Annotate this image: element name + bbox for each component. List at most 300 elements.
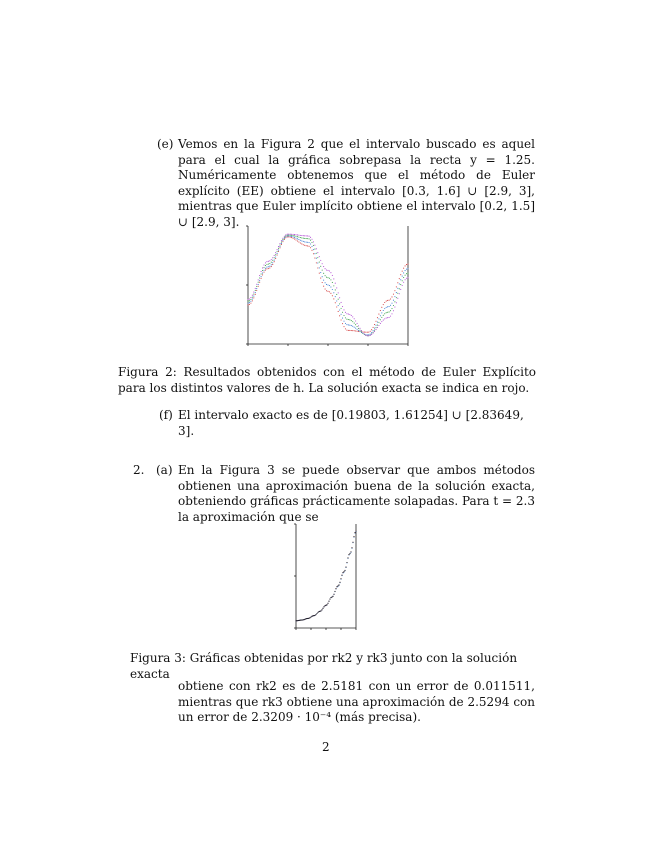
- data-point: [307, 242, 308, 243]
- data-point: [320, 266, 321, 267]
- data-point: [332, 596, 333, 597]
- data-point: [400, 279, 401, 280]
- data-point: [298, 242, 299, 243]
- data-point: [310, 617, 311, 618]
- data-point: [393, 310, 394, 311]
- data-point: [297, 620, 298, 621]
- data-point: [322, 608, 323, 609]
- data-point: [326, 277, 327, 278]
- data-point: [389, 306, 390, 307]
- data-point: [403, 282, 404, 283]
- data-point: [303, 241, 304, 242]
- data-point: [274, 257, 275, 258]
- data-point: [380, 319, 381, 320]
- data-point: [262, 267, 263, 268]
- item-2-number: 2.: [133, 463, 145, 477]
- data-point: [400, 284, 401, 285]
- data-point: [250, 303, 251, 304]
- data-point: [341, 302, 342, 303]
- data-point: [327, 270, 328, 271]
- data-point: [346, 562, 347, 563]
- data-point: [252, 295, 253, 296]
- data-point: [386, 307, 387, 308]
- item-e-text: Vemos en la Figura 2 que el intervalo buscado es aquel para el cual la gráfica sobrepasa la recta y = 1.25. Numéricamente obtenemos que el método de Euler explícito (EE) obtiene el intervalo [0.3, 1.6] ∪ [2.9, 3], mientras que Euler implícito obtiene el intervalo [0.2, 1.5] ∪ [2.9, 3].: [178, 137, 535, 229]
- data-point: [313, 249, 314, 250]
- data-point: [342, 323, 343, 324]
- data-point: [405, 279, 406, 280]
- data-point: [268, 266, 269, 267]
- data-point: [335, 588, 336, 589]
- data-point: [361, 331, 362, 332]
- data-point: [314, 249, 315, 250]
- data-point: [322, 270, 323, 271]
- data-point: [338, 299, 339, 300]
- data-point: [341, 314, 342, 315]
- data-point: [390, 316, 391, 317]
- data-point: [364, 332, 365, 333]
- data-point: [336, 300, 337, 301]
- data-point: [277, 251, 278, 252]
- data-point: [295, 238, 296, 239]
- data-point: [365, 332, 366, 333]
- data-point: [300, 235, 301, 236]
- data-point: [274, 261, 275, 262]
- data-point: [354, 532, 355, 533]
- data-point: [313, 615, 314, 616]
- data-point: [320, 260, 321, 261]
- data-point: [284, 239, 285, 240]
- data-point: [271, 264, 272, 265]
- data-point: [345, 567, 346, 568]
- data-point: [374, 331, 375, 332]
- data-point: [330, 293, 331, 294]
- data-point: [275, 252, 276, 253]
- data-point: [339, 297, 340, 298]
- data-point: [397, 288, 398, 289]
- item-2a-text: En la Figura 3 se puede observar que ambos métodos obtienen una aproximación buena de la solución exacta, obteniendo gráficas prácticamente solapadas. Para t = 2.3 la aproximación que se: [178, 463, 535, 524]
- data-point: [327, 284, 328, 285]
- data-point: [397, 293, 398, 294]
- data-point: [390, 310, 391, 311]
- data-point: [294, 235, 295, 236]
- data-point: [265, 268, 266, 269]
- data-point: [338, 584, 339, 585]
- data-point: [316, 248, 317, 249]
- data-point: [300, 240, 301, 241]
- data-point: [343, 309, 344, 310]
- axes: [296, 524, 356, 628]
- data-point: [247, 303, 248, 304]
- data-point: [346, 330, 347, 331]
- data-point: [265, 270, 266, 271]
- data-point: [277, 254, 278, 255]
- data-point: [285, 236, 286, 237]
- data-point: [282, 238, 283, 239]
- data-point: [325, 288, 326, 289]
- data-point: [291, 235, 292, 236]
- data-point: [332, 295, 333, 296]
- data-point: [282, 240, 283, 241]
- data-point: [278, 251, 279, 252]
- data-point: [339, 315, 340, 316]
- data-point: [327, 603, 328, 604]
- data-point: [281, 243, 282, 244]
- data-point: [313, 253, 314, 254]
- data-point: [298, 237, 299, 238]
- data-point: [302, 619, 303, 620]
- data-point: [340, 578, 341, 579]
- data-point: [258, 279, 259, 280]
- data-point: [252, 299, 253, 300]
- data-point: [407, 264, 408, 265]
- data-point: [359, 331, 360, 332]
- data-point: [272, 260, 273, 261]
- data-point: [271, 266, 272, 267]
- data-point: [333, 594, 334, 595]
- data-point: [394, 290, 395, 291]
- data-point: [351, 325, 352, 326]
- data-point: [271, 262, 272, 263]
- data-point: [405, 270, 406, 271]
- data-point: [281, 240, 282, 241]
- data-point: [321, 609, 322, 610]
- data-point: [329, 599, 330, 600]
- data-point: [352, 330, 353, 331]
- data-point: [301, 243, 302, 244]
- data-point: [345, 312, 346, 313]
- data-point: [316, 613, 317, 614]
- data-point: [391, 296, 392, 297]
- data-point: [402, 285, 403, 286]
- series-rk2: [295, 531, 356, 621]
- data-point: [323, 273, 324, 274]
- data-point: [297, 236, 298, 237]
- data-point: [329, 278, 330, 279]
- data-point: [263, 270, 264, 271]
- data-point: [285, 237, 286, 238]
- data-point: [339, 303, 340, 304]
- item-2a-label: (a): [156, 463, 173, 477]
- data-point: [355, 328, 356, 329]
- data-point: [263, 267, 264, 268]
- data-point: [399, 288, 400, 289]
- data-point: [370, 334, 371, 335]
- data-point: [396, 297, 397, 298]
- data-point: [311, 250, 312, 251]
- data-point: [375, 325, 376, 326]
- data-point: [391, 303, 392, 304]
- data-point: [300, 243, 301, 244]
- data-point: [405, 275, 406, 276]
- data-point: [359, 328, 360, 329]
- data-point: [319, 267, 320, 268]
- data-point: [383, 310, 384, 311]
- data-point: [252, 300, 253, 301]
- data-point: [345, 317, 346, 318]
- data-point: [258, 286, 259, 287]
- data-point: [354, 323, 355, 324]
- data-point: [320, 610, 321, 611]
- data-point: [271, 259, 272, 260]
- data-point: [279, 243, 280, 244]
- data-point: [394, 306, 395, 307]
- data-point: [377, 322, 378, 323]
- data-point: [300, 237, 301, 238]
- data-point: [375, 321, 376, 322]
- data-point: [330, 597, 331, 598]
- data-point: [247, 299, 248, 300]
- data-point: [393, 300, 394, 301]
- data-point: [278, 248, 279, 249]
- data-point: [336, 586, 337, 587]
- data-point: [317, 612, 318, 613]
- data-point: [301, 237, 302, 238]
- data-point: [322, 282, 323, 283]
- data-point: [265, 262, 266, 263]
- data-point: [250, 297, 251, 298]
- data-point: [281, 244, 282, 245]
- data-point: [337, 585, 338, 586]
- data-point: [309, 617, 310, 618]
- data-point: [290, 236, 291, 237]
- data-point: [387, 312, 388, 313]
- data-point: [389, 311, 390, 312]
- data-point: [373, 330, 374, 331]
- data-point: [358, 330, 359, 331]
- data-point: [351, 320, 352, 321]
- data-point: [323, 266, 324, 267]
- data-point: [310, 237, 311, 238]
- data-point: [319, 256, 320, 257]
- data-point: [288, 234, 289, 235]
- data-point: [249, 302, 250, 303]
- data-point: [313, 245, 314, 246]
- data-point: [319, 262, 320, 263]
- data-point: [309, 242, 310, 243]
- data-point: [359, 330, 360, 331]
- data-point: [342, 312, 343, 313]
- data-point: [378, 325, 379, 326]
- data-point: [351, 315, 352, 316]
- data-point: [346, 324, 347, 325]
- data-point: [274, 255, 275, 256]
- data-point: [265, 265, 266, 266]
- data-point: [310, 247, 311, 248]
- data-point: [390, 298, 391, 299]
- data-point: [263, 264, 264, 265]
- data-point: [295, 239, 296, 240]
- data-point: [380, 310, 381, 311]
- data-point: [311, 242, 312, 243]
- data-point: [250, 301, 251, 302]
- data-point: [279, 245, 280, 246]
- data-point: [307, 235, 308, 236]
- data-point: [384, 308, 385, 309]
- data-point: [314, 615, 315, 616]
- data-point: [326, 290, 327, 291]
- data-point: [329, 291, 330, 292]
- data-point: [249, 304, 250, 305]
- data-point: [306, 235, 307, 236]
- data-point: [253, 292, 254, 293]
- data-point: [277, 253, 278, 254]
- data-point: [381, 307, 382, 308]
- data-point: [295, 236, 296, 237]
- data-point: [272, 262, 273, 263]
- data-point: [255, 294, 256, 295]
- data-point: [348, 314, 349, 315]
- data-point: [266, 261, 267, 262]
- data-point: [349, 314, 350, 315]
- data-point: [256, 290, 257, 291]
- figure-2-caption: Figura 2: Resultados obtenidos con el método de Euler Explícito para los distintos valores de h. La solución exacta se indica en rojo.: [118, 365, 536, 395]
- data-point: [361, 330, 362, 331]
- data-point: [304, 238, 305, 239]
- data-point: [262, 273, 263, 274]
- data-point: [332, 289, 333, 290]
- data-point: [354, 330, 355, 331]
- data-point: [287, 234, 288, 235]
- series-rk3: [295, 531, 356, 622]
- data-point: [364, 334, 365, 335]
- data-point: [285, 235, 286, 236]
- data-point: [334, 591, 335, 592]
- data-point: [285, 234, 286, 235]
- data-point: [406, 264, 407, 265]
- data-point: [290, 235, 291, 236]
- data-point: [306, 238, 307, 239]
- data-point: [323, 280, 324, 281]
- data-point: [318, 611, 319, 612]
- data-point: [355, 531, 356, 532]
- data-point: [256, 284, 257, 285]
- data-point: [380, 315, 381, 316]
- data-point: [353, 536, 354, 537]
- data-point: [293, 234, 294, 235]
- data-point: [354, 327, 355, 328]
- data-point: [380, 323, 381, 324]
- data-point: [335, 283, 336, 284]
- data-point: [278, 246, 279, 247]
- data-point: [391, 308, 392, 309]
- data-point: [406, 269, 407, 270]
- data-point: [393, 305, 394, 306]
- data-point: [249, 300, 250, 301]
- data-point: [381, 312, 382, 313]
- data-point: [313, 241, 314, 242]
- data-point: [319, 611, 320, 612]
- data-point: [294, 234, 295, 235]
- data-point: [300, 620, 301, 621]
- data-point: [303, 235, 304, 236]
- data-point: [406, 278, 407, 279]
- data-point: [308, 618, 309, 619]
- data-point: [344, 570, 345, 571]
- data-point: [341, 575, 342, 576]
- data-point: [249, 298, 250, 299]
- data-point: [329, 270, 330, 271]
- data-point: [269, 267, 270, 268]
- data-point: [335, 296, 336, 297]
- data-point: [358, 325, 359, 326]
- data-point: [259, 282, 260, 283]
- data-point: [317, 267, 318, 268]
- data-point: [312, 615, 313, 616]
- data-point: [275, 254, 276, 255]
- data-point: [298, 235, 299, 236]
- data-point: [362, 332, 363, 333]
- data-point: [383, 320, 384, 321]
- data-point: [326, 269, 327, 270]
- data-point: [389, 317, 390, 318]
- data-point: [378, 322, 379, 323]
- data-point: [311, 246, 312, 247]
- data-point: [378, 314, 379, 315]
- data-point: [400, 289, 401, 290]
- data-point: [396, 292, 397, 293]
- data-point: [316, 253, 317, 254]
- data-point: [262, 270, 263, 271]
- data-point: [336, 306, 337, 307]
- data-point: [384, 318, 385, 319]
- data-point: [383, 315, 384, 316]
- data-point: [290, 237, 291, 238]
- data-point: [352, 542, 353, 543]
- data-point: [394, 301, 395, 302]
- data-point: [348, 554, 349, 555]
- data-point: [261, 273, 262, 274]
- data-point: [305, 618, 306, 619]
- data-point: [275, 256, 276, 257]
- data-point: [389, 300, 390, 301]
- data-point: [403, 268, 404, 269]
- data-point: [367, 332, 368, 333]
- data-point: [320, 272, 321, 273]
- data-point: [311, 239, 312, 240]
- data-point: [295, 620, 296, 621]
- data-point: [320, 278, 321, 279]
- data-point: [331, 596, 332, 597]
- data-point: [324, 605, 325, 606]
- data-point: [290, 234, 291, 235]
- data-point: [299, 620, 300, 621]
- data-point: [394, 296, 395, 297]
- data-point: [373, 327, 374, 328]
- data-point: [304, 619, 305, 620]
- data-point: [332, 282, 333, 283]
- data-point: [310, 243, 311, 244]
- data-point: [346, 319, 347, 320]
- data-point: [402, 271, 403, 272]
- data-point: [358, 328, 359, 329]
- data-point: [341, 308, 342, 309]
- data-point: [294, 239, 295, 240]
- data-point: [333, 285, 334, 286]
- data-point: [343, 326, 344, 327]
- data-point: [368, 335, 369, 336]
- data-point: [352, 326, 353, 327]
- data-point: [293, 238, 294, 239]
- data-point: [371, 332, 372, 333]
- data-point: [365, 335, 366, 336]
- data-point: [293, 236, 294, 237]
- data-point: [325, 268, 326, 269]
- data-point: [258, 284, 259, 285]
- data-point: [355, 330, 356, 331]
- data-point: [250, 299, 251, 300]
- data-point: [258, 282, 259, 283]
- data-point: [316, 262, 317, 263]
